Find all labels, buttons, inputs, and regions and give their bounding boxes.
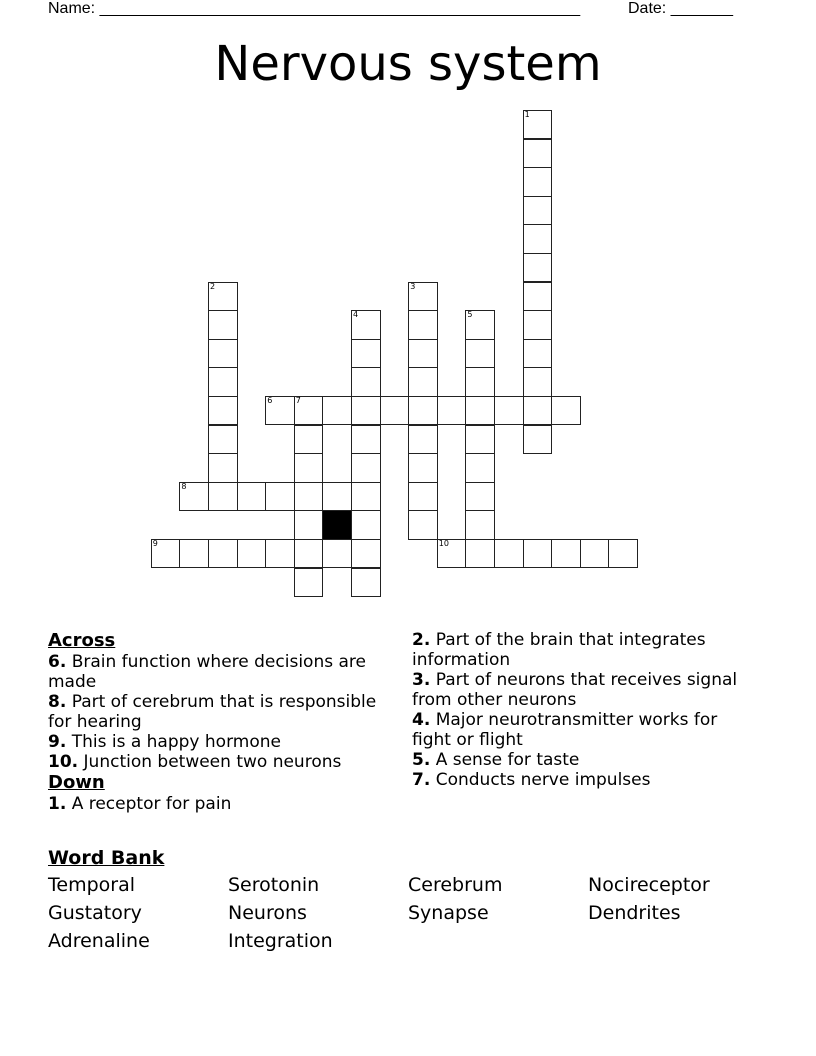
crossword-cell[interactable] [408,396,438,426]
down-clue-5 [412,750,757,770]
across-clue-8 [48,692,393,732]
crossword-cell[interactable] [523,167,553,197]
clue-text: Part of the brain that integrates information [412,630,706,670]
crossword-cell[interactable] [351,453,381,483]
crossword-cell[interactable] [465,396,495,426]
crossword-cell[interactable] [465,539,495,569]
crossword-cell[interactable] [523,396,553,426]
crossword-cell[interactable] [608,539,638,569]
date-field-label: Date: _______ [628,0,733,17]
word-bank-item: Temporal [48,874,135,896]
crossword-cell[interactable] [408,425,438,455]
crossword-cell[interactable] [465,310,495,340]
crossword-cell[interactable] [265,396,295,426]
crossword-cell[interactable] [523,310,553,340]
across-clue-6 [48,652,393,692]
crossword-cell[interactable] [294,568,324,598]
crossword-clue-number: 7 [295,395,301,405]
crossword-cell[interactable] [465,453,495,483]
crossword-cell[interactable] [408,482,438,512]
crossword-cell[interactable] [351,367,381,397]
crossword-clue-number: 6 [267,395,273,405]
word-bank-item: Cerebrum [408,874,503,896]
crossword-cell[interactable] [208,453,238,483]
crossword-cell[interactable] [551,539,581,569]
clue-number: 7. [412,770,431,790]
clue-text: This is a happy hormone [71,732,281,752]
clue-text: Part of cerebrum that is responsible for hearing [48,692,377,732]
word-bank-item: Integration [228,930,333,952]
down-heading: Down [48,772,105,793]
clue-text: A receptor for pain [71,794,232,814]
crossword-cell[interactable] [237,539,267,569]
clue-number: 3. [412,670,431,690]
crossword-cell[interactable] [523,139,553,169]
crossword-cell[interactable] [523,110,553,140]
crossword-cell[interactable] [408,310,438,340]
crossword-cell[interactable] [465,482,495,512]
crossword-cell[interactable] [237,482,267,512]
crossword-cell[interactable] [408,339,438,369]
crossword-cell[interactable] [523,253,553,283]
crossword-cell[interactable] [380,396,410,426]
crossword-cell[interactable] [322,482,352,512]
page-title: Nervous system [214,36,602,92]
crossword-cell[interactable] [437,539,467,569]
crossword-cell[interactable] [351,425,381,455]
crossword-clue-number: 2 [210,281,216,291]
crossword-cell[interactable] [551,396,581,426]
clue-number: 4. [412,710,431,730]
crossword-clue-number: 1 [524,109,530,119]
crossword-cell[interactable] [294,539,324,569]
crossword-cell[interactable] [408,367,438,397]
clue-text: Brain function where decisions are made [48,652,366,692]
crossword-cell[interactable] [523,196,553,226]
crossword-cell[interactable] [208,396,238,426]
crossword-cell[interactable] [523,425,553,455]
crossword-cell[interactable] [351,396,381,426]
down-clue-1 [48,794,393,814]
crossword-cell[interactable] [580,539,610,569]
crossword-cell[interactable] [208,425,238,455]
crossword-cell[interactable] [351,339,381,369]
crossword-clue-number: 4 [353,310,359,320]
word-bank-item: Neurons [228,902,307,924]
clue-text: Major neurotransmitter works for fight or flight [412,710,718,750]
crossword-cell[interactable] [294,425,324,455]
crossword-cell[interactable] [208,339,238,369]
clue-number: 2. [412,630,431,650]
down-clue-2 [412,630,757,670]
crossword-cell[interactable] [523,282,553,312]
crossword-cell[interactable] [523,367,553,397]
clue-number: 10. [48,752,79,772]
word-bank-item: Adrenaline [48,930,150,952]
crossword-cell[interactable] [179,482,209,512]
word-bank-item: Nocireceptor [588,874,710,896]
word-bank-item: Serotonin [228,874,320,896]
crossword-clue-number: 10 [438,538,449,548]
crossword-cell[interactable] [208,310,238,340]
crossword-cell[interactable] [351,510,381,540]
crossword-cell[interactable] [322,539,352,569]
crossword-cell[interactable] [465,339,495,369]
crossword-cell[interactable] [523,224,553,254]
crossword-cell[interactable] [294,482,324,512]
crossword-cell[interactable] [523,339,553,369]
crossword-cell[interactable] [437,396,467,426]
crossword-cell[interactable] [408,453,438,483]
crossword-cell[interactable] [465,510,495,540]
clue-text: Part of neurons that receives signal from other neurons [412,670,738,710]
crossword-cell[interactable] [351,539,381,569]
across-clue-10 [48,752,393,772]
word-bank [48,873,768,953]
crossword-cell[interactable] [151,539,181,569]
clue-text: A sense for taste [435,750,580,770]
across-clue-9 [48,732,393,752]
crossword-cell[interactable] [179,539,209,569]
crossword-cell[interactable] [265,539,295,569]
crossword-clue-number: 3 [410,281,416,291]
clue-number: 1. [48,794,67,814]
crossword-cell[interactable] [351,482,381,512]
crossword-clue-number: 8 [181,481,187,491]
crossword-cell[interactable] [265,482,295,512]
crossword-cell[interactable] [494,396,524,426]
clue-number: 8. [48,692,67,712]
word-bank-item: Synapse [408,902,489,924]
clue-number: 6. [48,652,67,672]
crossword-black-cell [322,510,352,540]
name-field-label: Name: ______________________________________________________ [48,0,581,17]
crossword-cell[interactable] [294,510,324,540]
crossword-cell[interactable] [408,510,438,540]
clues-right-column [412,630,757,790]
word-bank-heading: Word Bank [48,847,165,869]
crossword-cell[interactable] [408,282,438,312]
crossword-cell[interactable] [465,367,495,397]
clue-text: Junction between two neurons [83,752,342,772]
across-heading: Across [48,630,116,651]
clues-left-column [48,630,393,814]
crossword-cell[interactable] [351,310,381,340]
word-bank-item: Gustatory [48,902,142,924]
down-clue-4 [412,710,757,750]
crossword-cell[interactable] [208,539,238,569]
crossword-cell[interactable] [351,568,381,598]
crossword-cell[interactable] [494,539,524,569]
word-bank-item: Dendrites [588,902,681,924]
clue-number: 5. [412,750,431,770]
clue-text: Conducts nerve impulses [435,770,651,790]
clue-number: 9. [48,732,67,752]
crossword-clue-number: 5 [467,310,473,320]
crossword-cell[interactable] [294,396,324,426]
crossword-cell[interactable] [208,367,238,397]
crossword-clue-number: 9 [152,538,158,548]
down-clue-7 [412,770,757,790]
crossword-cell[interactable] [322,396,352,426]
crossword-cell[interactable] [523,539,553,569]
crossword-cell[interactable] [208,282,238,312]
crossword-cell[interactable] [465,425,495,455]
down-clue-3 [412,670,757,710]
crossword-cell[interactable] [208,482,238,512]
crossword-cell[interactable] [294,453,324,483]
